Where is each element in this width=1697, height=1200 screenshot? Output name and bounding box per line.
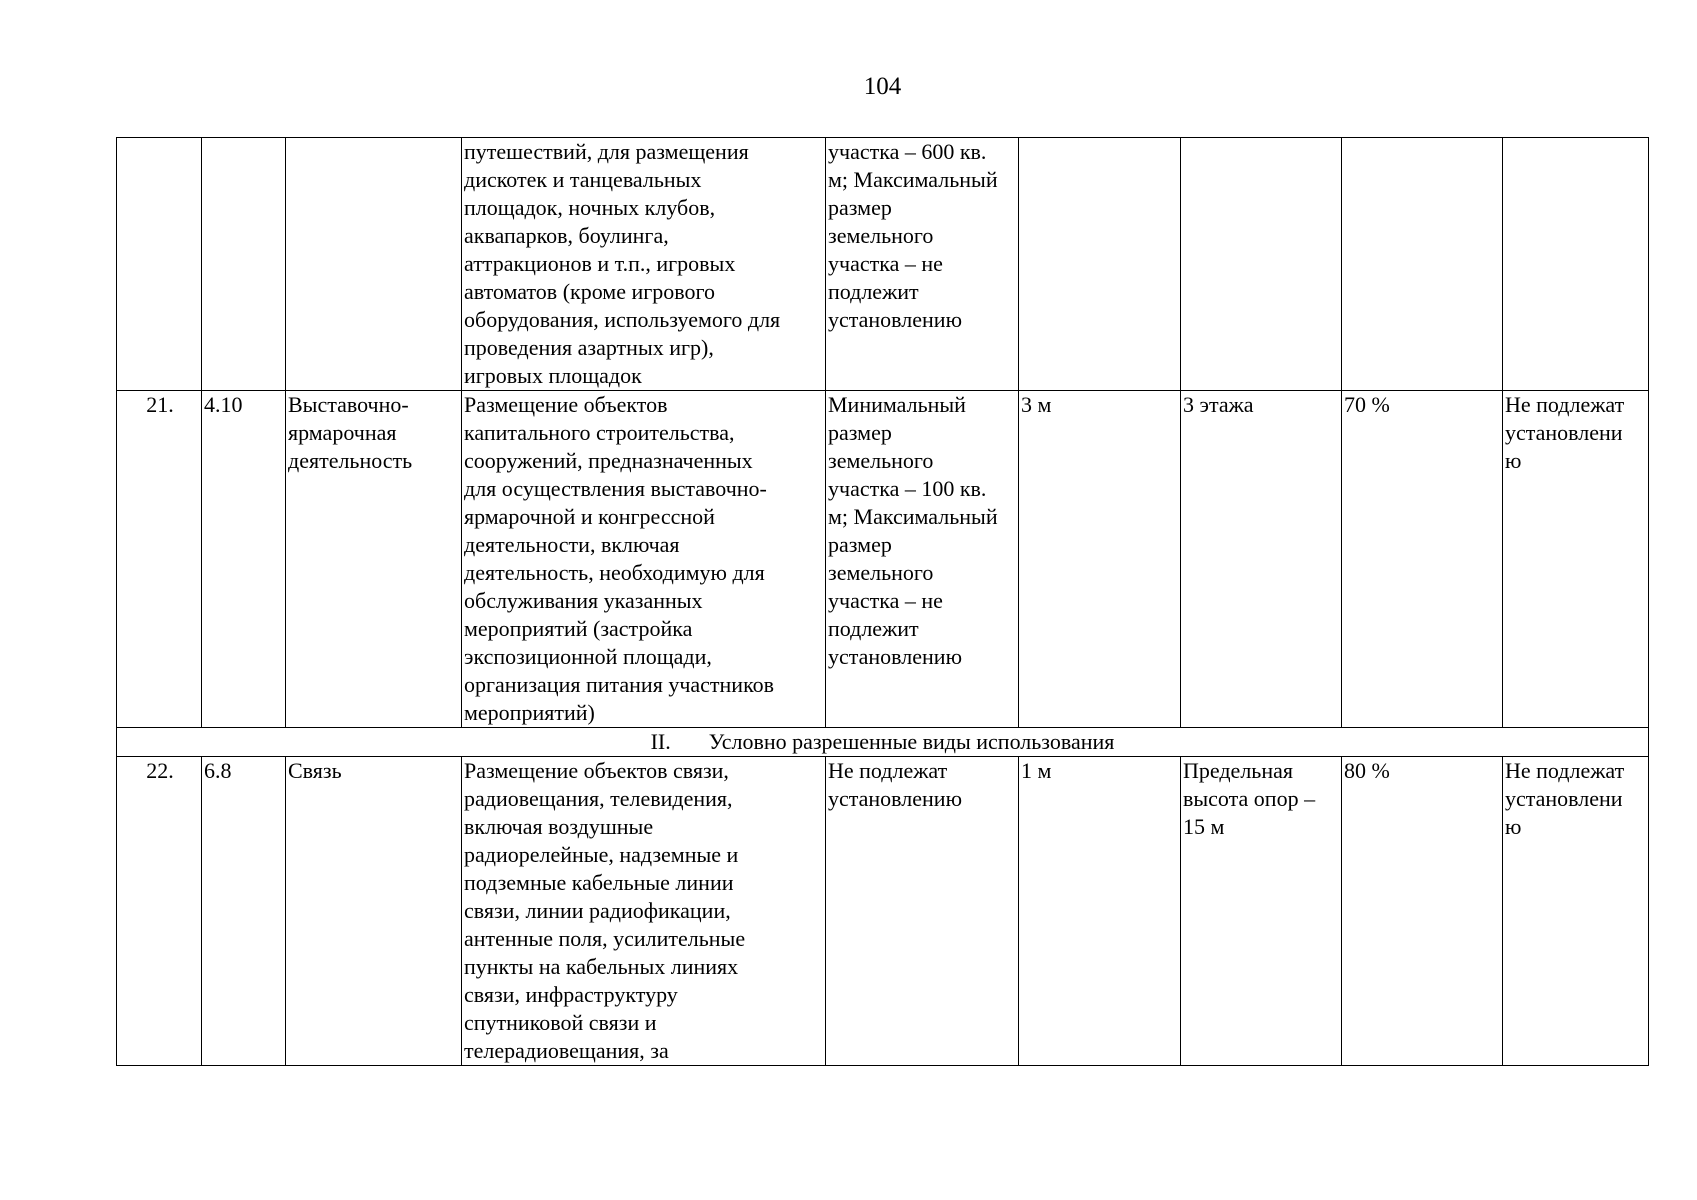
zoning-regulations-table	[116, 137, 1649, 1066]
name-cell: Выставочно- ярмарочная деятельность	[286, 391, 462, 728]
coverage-cell	[1342, 138, 1503, 391]
floors-cell: Предельная высота опор – 15 м	[1181, 757, 1342, 1066]
restrictions-cell: Не подлежат установлени ю	[1503, 391, 1649, 728]
table-row	[117, 757, 1649, 1066]
row-number-cell: 21.	[117, 391, 202, 728]
table-row	[117, 138, 1649, 391]
page-number: 104	[863, 73, 902, 100]
section-header-row	[117, 728, 1649, 757]
description-cell: Размещение объектов связи, радиовещания, телевидения, включая воздушные радиорелейные, надземные и подземные кабельные линии связи, линии радиофикации, антенные поля, усилительные пункты на кабельных линиях связи, инфраструктуру спутниковой связи и телерадиовещания, за	[462, 757, 826, 1066]
coverage-cell: 70 %	[1342, 391, 1503, 728]
table-row	[117, 391, 1649, 728]
description-cell: Размещение объектов капитального строительства, сооружений, предназначенных для осуществления выставочно- ярмарочной и конгрессной деятельности, включая деятельность, необходимую для обслуживания указанных мероприятий (застройка экспозиционной площади, организация питания участников мероприятий)	[462, 391, 826, 728]
restrictions-cell: Не подлежат установлени ю	[1503, 757, 1649, 1066]
plot-size-cell: Минимальный размер земельного участка – 100 кв. м; Максимальный размер земельного участка – не подлежит установлению	[826, 391, 1019, 728]
coverage-cell: 80 %	[1342, 757, 1503, 1066]
plot-size-cell: участка – 600 кв. м; Максимальный размер земельного участка – не подлежит установлению	[826, 138, 1019, 391]
description-cell: путешествий, для размещения дискотек и танцевальных площадок, ночных клубов, аквапарков, боулинга, аттракционов и т.п., игровых автоматов (кроме игрового оборудования, используемого для проведения азартных игр), игровых площадок	[462, 138, 826, 391]
floors-cell	[1181, 138, 1342, 391]
setback-cell: 3 м	[1019, 391, 1181, 728]
plot-size-cell: Не подлежат установлению	[826, 757, 1019, 1066]
row-number-cell	[117, 138, 202, 391]
row-number-cell: 22.	[117, 757, 202, 1066]
code-cell: 6.8	[202, 757, 286, 1066]
section-title: Условно разрешенные виды использования	[708, 729, 1115, 754]
code-cell	[202, 138, 286, 391]
floors-cell: 3 этажа	[1181, 391, 1342, 728]
name-cell	[286, 138, 462, 391]
section-header	[117, 728, 1649, 757]
section-number: II.	[650, 729, 671, 754]
code-cell: 4.10	[202, 391, 286, 728]
setback-cell	[1019, 138, 1181, 391]
setback-cell: 1 м	[1019, 757, 1181, 1066]
name-cell: Связь	[286, 757, 462, 1066]
restrictions-cell	[1503, 138, 1649, 391]
